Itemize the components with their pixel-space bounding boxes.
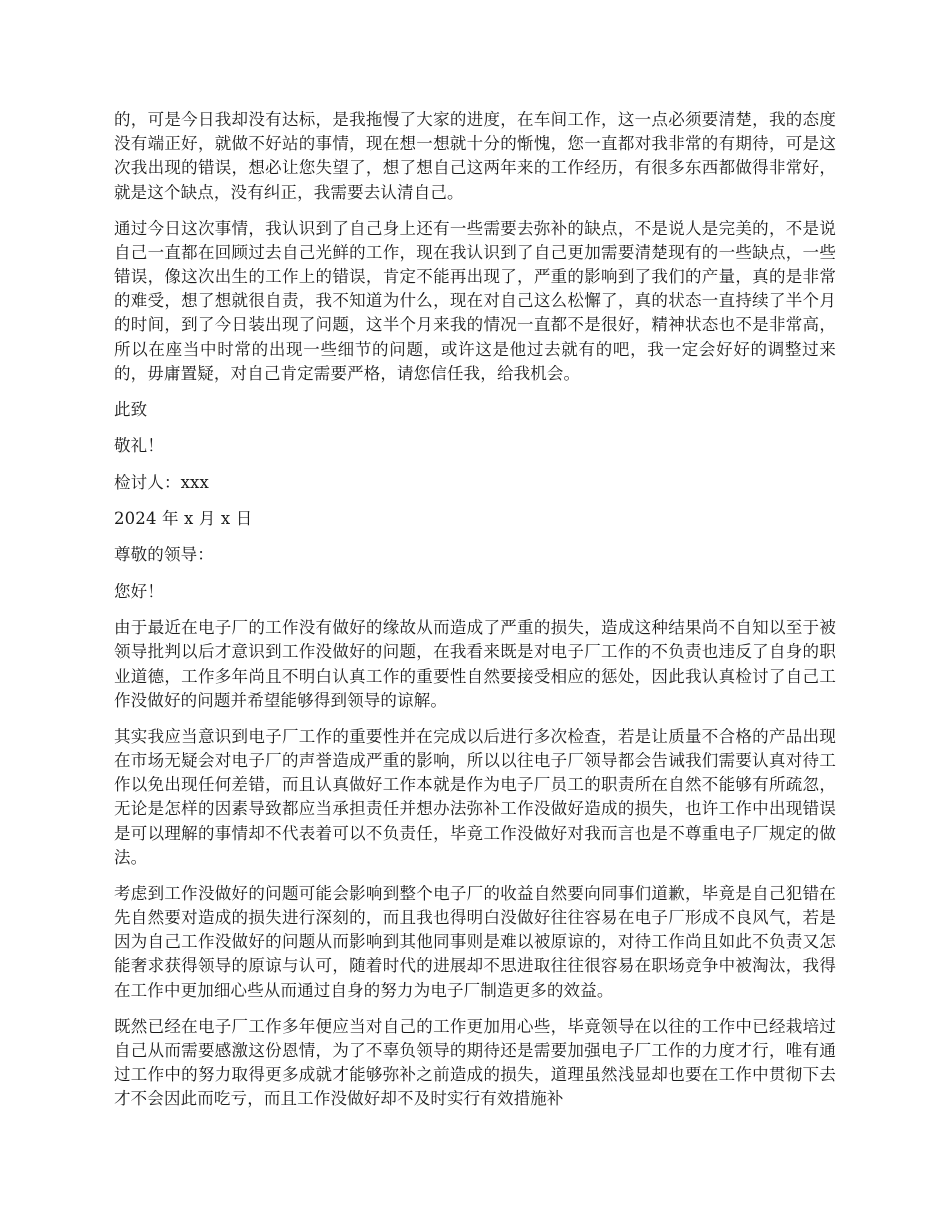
body-paragraph: 通过今日这次事情，我认识到了自己身上还有一些需要去弥补的缺点，不是说人是完美的，不是说自己一直都在回顾过去自己光鲜的工作，现在我认识到了自己更加需要清楚现有的一些缺点，一些错误，像这次出生的工作上的错误，肯定不能再出现了，严重的影响到了我们的产量，真的是非常的难受，想了想就很自责，我不知道为什么，现在对自己这么松懈了，真的状态一直持续了半个月的时间，到了今日装出现了问题，这半个月来我的情况一直都不是很好，精神状态也不是非常高，所以在座当中时常的出现一些细节的问题，或许这是他过去就有的吧，我一定会好好的调整过来的，毋庸置疑，对自己肯定需要严格，请您信任我，给我机会。 (114, 218, 836, 383)
body-paragraph: 由于最近在电子厂的工作没有做好的缘故从而造成了严重的损失，造成这种结果尚不自知以至于被领导批判以后才意识到工作没做好的问题，在我看来既是对电子厂工作的不负责也违反了自身的职业道德，工作多年尚且不明白认真工作的重要性自然要接受相应的惩处，因此我认真检讨了自己工作没做好的问题并希望能够得到领导的谅解。 (114, 618, 836, 710)
body-paragraph: 的，可是今日我却没有达标，是我拖慢了大家的进度，在车间工作，这一点必须要清楚，我的态度没有端正好，就做不好站的事情，现在想一想就十分的惭愧，您一直都对我非常的有期待，可是这次我出现的错误，想必让您失望了，想了想自己这两年来的工作经历，有很多东西都做得非常好，就是这个缺点，没有纠正，我需要去认清自己。 (114, 110, 836, 202)
body-paragraph: 考虑到工作没做好的问题可能会影响到整个电子厂的收益自然要向同事们道歉，毕竟是自己犯错在先自然要对造成的损失进行深刻的，而且我也得明白没做好往往容易在电子厂形成不良风气，若是因为自己工作没做好的问题从而影响到其他同事则是难以被原谅的，对待工作尚且如此不负责又怎能奢求获得领导的原谅与认可，随着时代的进展却不思进取往往很容易在职场竞争中被淘汰，我得在工作中更加细心些从而通过自身的努力为电子厂制造更多的效益。 (114, 883, 836, 1000)
date-line: 2024 年 x 月 x 日 (114, 509, 253, 528)
body-paragraph: 其实我应当意识到电子厂工作的重要性并在完成以后进行多次检查，若是让质量不合格的产品出现在市场无疑会对电子厂的声誉造成严重的影响，所以以往电子厂领导都会告诫我们需要认真对待工作以免出现任何差错，而且认真做好工作本就是作为电子厂员工的职责所在自然不能够有所疏忽，无论是怎样的因素导致都应当承担责任并想办法弥补工作没做好造成的损失，也许工作中出现错误是可以理解的事情却不代表着可以不负责任，毕竟工作没做好对我而言也是不尊重电子厂规定的做法。 (114, 726, 836, 867)
body-paragraph: 既然已经在电子厂工作多年便应当对自己的工作更加用心些，毕竟领导在以往的工作中已经栽培过自己从而需要感激这份恩情，为了不辜负领导的期待还是需要加强电子厂工作的力度才行，唯有通过工作中的努力取得更多成就才能够弥补之前造成的损失，道理虽然浅显却也要在工作中贯彻下去才不会因此而吃亏，而且工作没做好却不及时实行有效措施补 (114, 1016, 836, 1109)
document-page (114, 108, 836, 1123)
signature-line: 检讨人：xxx (114, 472, 209, 492)
addressee-line: 尊敬的领导： (114, 545, 214, 565)
closing-salutation: 此致 (114, 399, 148, 419)
closing-regards: 敬礼！ (114, 436, 164, 456)
greeting-line: 您好！ (114, 581, 164, 601)
